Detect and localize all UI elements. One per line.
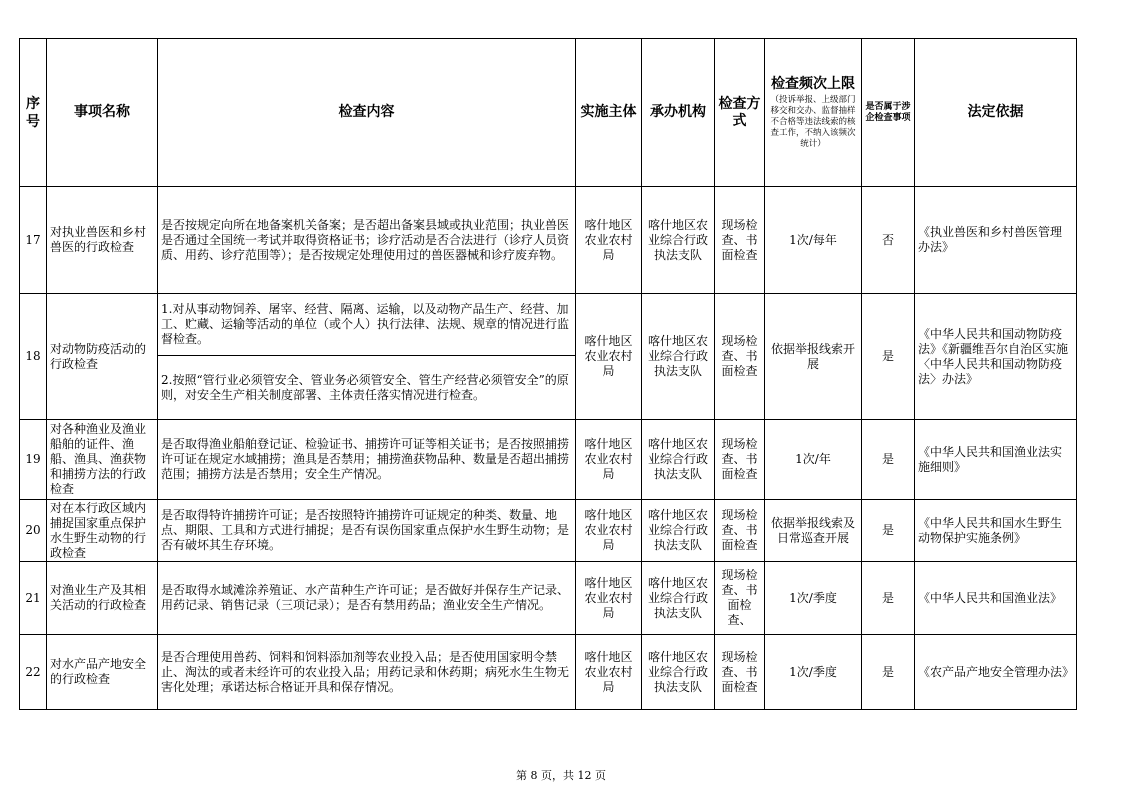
row-freq: 依据举报线索开展 — [765, 294, 862, 420]
row-name: 对水产品产地安全的行政检查 — [47, 635, 158, 710]
header-freq-note: （投诉举报、上级部门移交和交办、监督抽样不合格等违法线索的核查工作，不纳入该频次统计） — [770, 94, 856, 149]
row-freq: 依据举报线索及日常巡查开展 — [765, 500, 862, 562]
table-row — [20, 420, 1077, 500]
row-method: 现场检查、书面检查、 — [715, 562, 765, 635]
row-org: 喀什地区农业综合行政执法支队 — [642, 635, 715, 710]
row-org: 喀什地区农业综合行政执法支队 — [642, 187, 715, 294]
row-basis: 《中华人民共和国水生野生动物保护实施条例》 — [915, 500, 1077, 562]
row-content: 是否取得渔业船舶登记证、检验证书、捕捞许可证等相关证书；是否按照捕捞许可证在规定水域捕捞；渔具是否禁用；捕捞渔获物品种、数量是否超出捕捞范围；捕捞方法是否禁用；安全生产情况。 — [158, 420, 576, 500]
table-row — [20, 635, 1077, 710]
row-org: 喀什地区农业综合行政执法支队 — [642, 562, 715, 635]
row-basis: 《执业兽医和乡村兽医管理办法》 — [915, 187, 1077, 294]
row-content: 是否取得特许捕捞许可证；是否按照特许捕捞许可证规定的种类、数量、地点、期限、工具和方式进行捕捉；是否有误伤国家重点保护水生野生动物；是否有破坏其生存环境。 — [158, 500, 576, 562]
header-subject: 实施主体 — [576, 39, 642, 187]
table-row — [20, 562, 1077, 635]
row-enterprise: 否 — [862, 187, 915, 294]
header-freq-title: 检查频次上限 — [771, 75, 855, 92]
row-org: 喀什地区农业综合行政执法支队 — [642, 420, 715, 500]
header-org: 承办机构 — [642, 39, 715, 187]
row-seq: 17 — [20, 187, 47, 294]
header-enterprise: 是否属于涉企检查事项 — [862, 39, 915, 187]
row-freq: 1次/年 — [765, 420, 862, 500]
header-basis: 法定依据 — [915, 39, 1077, 187]
row-seq: 20 — [20, 500, 47, 562]
row-method: 现场检查、书面检查 — [715, 500, 765, 562]
row-subject: 喀什地区农业农村局 — [576, 500, 642, 562]
row-subject: 喀什地区农业农村局 — [576, 635, 642, 710]
row-enterprise: 是 — [862, 420, 915, 500]
row-seq: 21 — [20, 562, 47, 635]
row-name: 对执业兽医和乡村兽医的行政检查 — [47, 187, 158, 294]
row-subject: 喀什地区农业农村局 — [576, 420, 642, 500]
inspection-table — [19, 38, 1077, 710]
table-row — [20, 294, 1077, 356]
row-subject: 喀什地区农业农村局 — [576, 294, 642, 420]
row-method: 现场检查、书面检查 — [715, 635, 765, 710]
row-name: 对渔业生产及其相关活动的行政检查 — [47, 562, 158, 635]
row-freq: 1次/季度 — [765, 562, 862, 635]
row-basis: 《中华人民共和国动物防疫法》《新疆维吾尔自治区实施〈中华人民共和国动物防疫法〉办法》 — [915, 294, 1077, 420]
page-footer: 第 8 页，共 12 页 — [516, 769, 606, 782]
row-org: 喀什地区农业综合行政执法支队 — [642, 500, 715, 562]
table-row — [20, 187, 1077, 294]
header-method: 检查方式 — [715, 39, 765, 187]
row-seq: 22 — [20, 635, 47, 710]
row-name: 对各种渔业及渔业船舶的证件、渔船、渔具、渔获物和捕捞方法的行政检查 — [47, 420, 158, 500]
row-freq: 1次/季度 — [765, 635, 862, 710]
row-seq: 18 — [20, 294, 47, 420]
row-basis: 《农产品产地安全管理办法》 — [915, 635, 1077, 710]
row-content: 是否取得水域滩涂养殖证、水产苗种生产许可证；是否做好并保存生产记录、用药记录、销售记录（三项记录）；是否有禁用药品；渔业安全生产情况。 — [158, 562, 576, 635]
header-row — [20, 39, 1077, 187]
row-method: 现场检查、书面检查 — [715, 187, 765, 294]
row-freq: 1次/每年 — [765, 187, 862, 294]
row-name: 对在本行政区域内捕捉国家重点保护水生野生动物的行政检查 — [47, 500, 158, 562]
row-method: 现场检查、书面检查 — [715, 420, 765, 500]
row-enterprise: 是 — [862, 562, 915, 635]
row-basis: 《中华人民共和国渔业法实施细则》 — [915, 420, 1077, 500]
row-method: 现场检查、书面检查 — [715, 294, 765, 420]
header-name: 事项名称 — [47, 39, 158, 187]
row-content: 是否按规定向所在地备案机关备案；是否超出备案县域或执业范围；执业兽医是否通过全国统一考试并取得资格证书；诊疗活动是否合法进行（诊疗人员资质、用药、诊疗范围等）；是否按规定处理使用过的兽医器械和诊疗废弃物。 — [158, 187, 576, 294]
header-freq — [765, 39, 862, 187]
header-content: 检查内容 — [158, 39, 576, 187]
row-enterprise: 是 — [862, 500, 915, 562]
header-seq: 序号 — [20, 39, 47, 187]
table-row — [20, 500, 1077, 562]
row-org: 喀什地区农业综合行政执法支队 — [642, 294, 715, 420]
row-enterprise: 是 — [862, 635, 915, 710]
row-content: 是否合理使用兽药、饲料和饲料添加剂等农业投入品；是否使用国家明令禁止、淘汰的或者未经许可的农业投入品；用药记录和休药期；病死水生生物无害化处理；承诺达标合格证开具和保存情况。 — [158, 635, 576, 710]
row-enterprise: 是 — [862, 294, 915, 420]
row-basis: 《中华人民共和国渔业法》 — [915, 562, 1077, 635]
row-name: 对动物防疫活动的行政检查 — [47, 294, 158, 420]
row-subject: 喀什地区农业农村局 — [576, 187, 642, 294]
row-subject: 喀什地区农业农村局 — [576, 562, 642, 635]
row-content-2: 2.按照“管行业必须管安全、管业务必须管安全、管生产经营必须管安全”的原则，对安全生产相关制度部署、主体责任落实情况进行检查。 — [158, 356, 576, 420]
row-content-1: 1.对从事动物饲养、屠宰、经营、隔离、运输，以及动物产品生产、经营、加工、贮藏、运输等活动的单位（或个人）执行法律、法规、规章的情况进行监督检查。 — [158, 294, 576, 356]
row-seq: 19 — [20, 420, 47, 500]
